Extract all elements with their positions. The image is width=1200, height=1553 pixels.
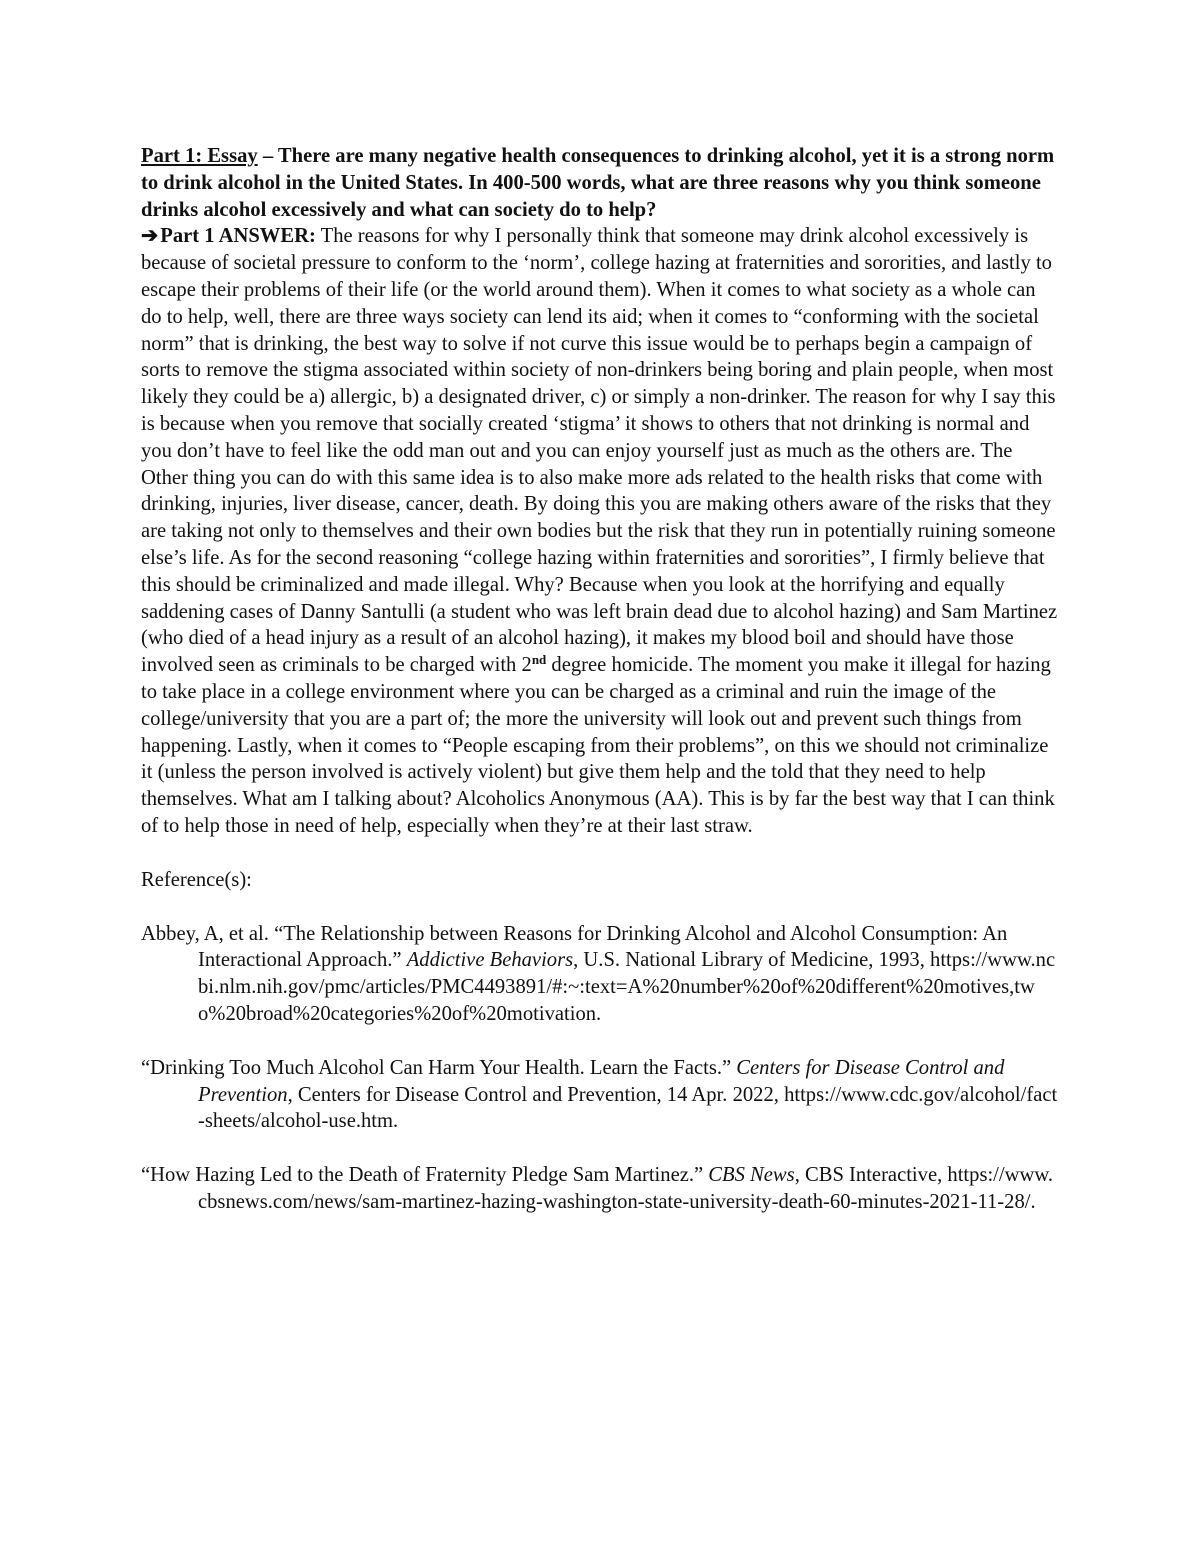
essay-answer: [141, 223, 1061, 839]
reference-text: Abbey, A, et al. “The Relationship between Reasons for Drinking Alcohol and Alcohol Consumption: An Interactional Approach.”: [141, 922, 1008, 972]
reference-item: [141, 1162, 1061, 1216]
reference-url: https://www.cbsnews.com/news/sam-martinez-hazing-washington-state-university-death-60-minutes-2021-11-28/.: [198, 1164, 1054, 1213]
essay-prompt: [141, 143, 1061, 223]
references-heading: Reference(s):: [141, 868, 252, 891]
document-page: [141, 143, 1061, 1216]
reference-publisher: , CBS Interactive,: [794, 1164, 948, 1187]
reference-publisher: , Centers for Disease Control and Prevention, 14 Apr. 2022,: [287, 1083, 785, 1106]
prompt-label: Part 1: Essay: [141, 145, 258, 167]
prompt-separator: –: [257, 145, 278, 167]
reference-text: “How Hazing Led to the Death of Fraternity Pledge Sam Martinez.”: [141, 1164, 709, 1187]
reference-url: https://www.ncbi.nlm.nih.gov/pmc/articles/PMC4493891/#:~:text=A%20number%20of%20different%20motives,two%20broad%20categories%20of%20motivation.: [198, 949, 1056, 1025]
reference-item: [141, 921, 1061, 1028]
arrow-right-icon: ➔: [141, 225, 159, 248]
reference-item: [141, 1055, 1061, 1135]
answer-text-part-2: degree homicide. The moment you make it illegal for hazing to take place in a college environment where you can be charged as a criminal and ruin the image of the college/university that you are a part of; the more the university will look out and prevent such things from happening. Lastly, when it comes to “People escaping from their problems”, on this we should not criminalize it (unless the person involved is actively violent) but give them help and the told that they need to help themselves. What am I talking about? Alcoholics Anonymous (AA). This is by far the best way that I can think of to help those in need of help, especially when they’re at their last straw.: [141, 654, 1055, 837]
reference-journal: CBS News: [708, 1164, 795, 1187]
prompt-text: There are many negative health consequences to drinking alcohol, yet it is a strong norm to drink alcohol in the United States. In 400-500 words, what are three reasons why you think someone drinks alcohol excessively and what can society do to help?: [141, 145, 1055, 221]
answer-text-part-1: The reasons for why I personally think that someone may drink alcohol excessively is because of societal pressure to conform to the ‘norm’, college hazing at fraternities and sororities, and lastly to escape their problems of their life (or the world around them). When it comes to what society as a whole can do to help, well, there are three ways society can lend its aid; when it comes to “conforming with the societal norm” that is drinking, the best way to solve if not curve this issue would be to perhaps begin a campaign of sorts to remove the stigma associated within society of non-drinkers being boring and plain people, when most likely they could be a) allergic, b) a designated driver, c) or simply a non-drinker. The reason for why I say this is because when you remove that socially created ‘stigma’ it shows to others that not drinking is normal and you don’t have to feel like the odd man out and you can enjoy yourself just as much as the others are. The Other thing you can do with this same idea is to also make more ads related to the health risks that come with drinking, injuries, liver disease, cancer, death. By doing this you are making others aware of the risks that they are taking not only to themselves and their own bodies but the risk that they run in potentially ruining someone else’s life. As for the second reasoning “college hazing within fraternities and sororities”, I firmly believe that this should be criminalized and made illegal. Why? Because when you look at the horrifying and equally saddening cases of Danny Santulli (a student who was left brain dead due to alcohol hazing) and Sam Martinez (who died of a head injury as a result of an alcohol hazing), it makes my blood boil and should have those involved seen as criminals to be charged with 2: [141, 225, 1058, 677]
reference-journal: Addictive Behaviors: [406, 949, 574, 972]
ordinal-suffix: nd: [531, 652, 547, 668]
answer-label: Part 1 ANSWER:: [160, 225, 316, 248]
reference-journal: Centers for Disease Control and Prevention: [198, 1056, 1005, 1106]
reference-url: https://www.cdc.gov/alcohol/fact-sheets/alcohol-use.htm.: [198, 1083, 1058, 1133]
reference-text: “Drinking Too Much Alcohol Can Harm Your Health. Learn the Facts.”: [141, 1056, 737, 1079]
reference-publisher: , U.S. National Library of Medicine, 1993,: [573, 949, 931, 972]
